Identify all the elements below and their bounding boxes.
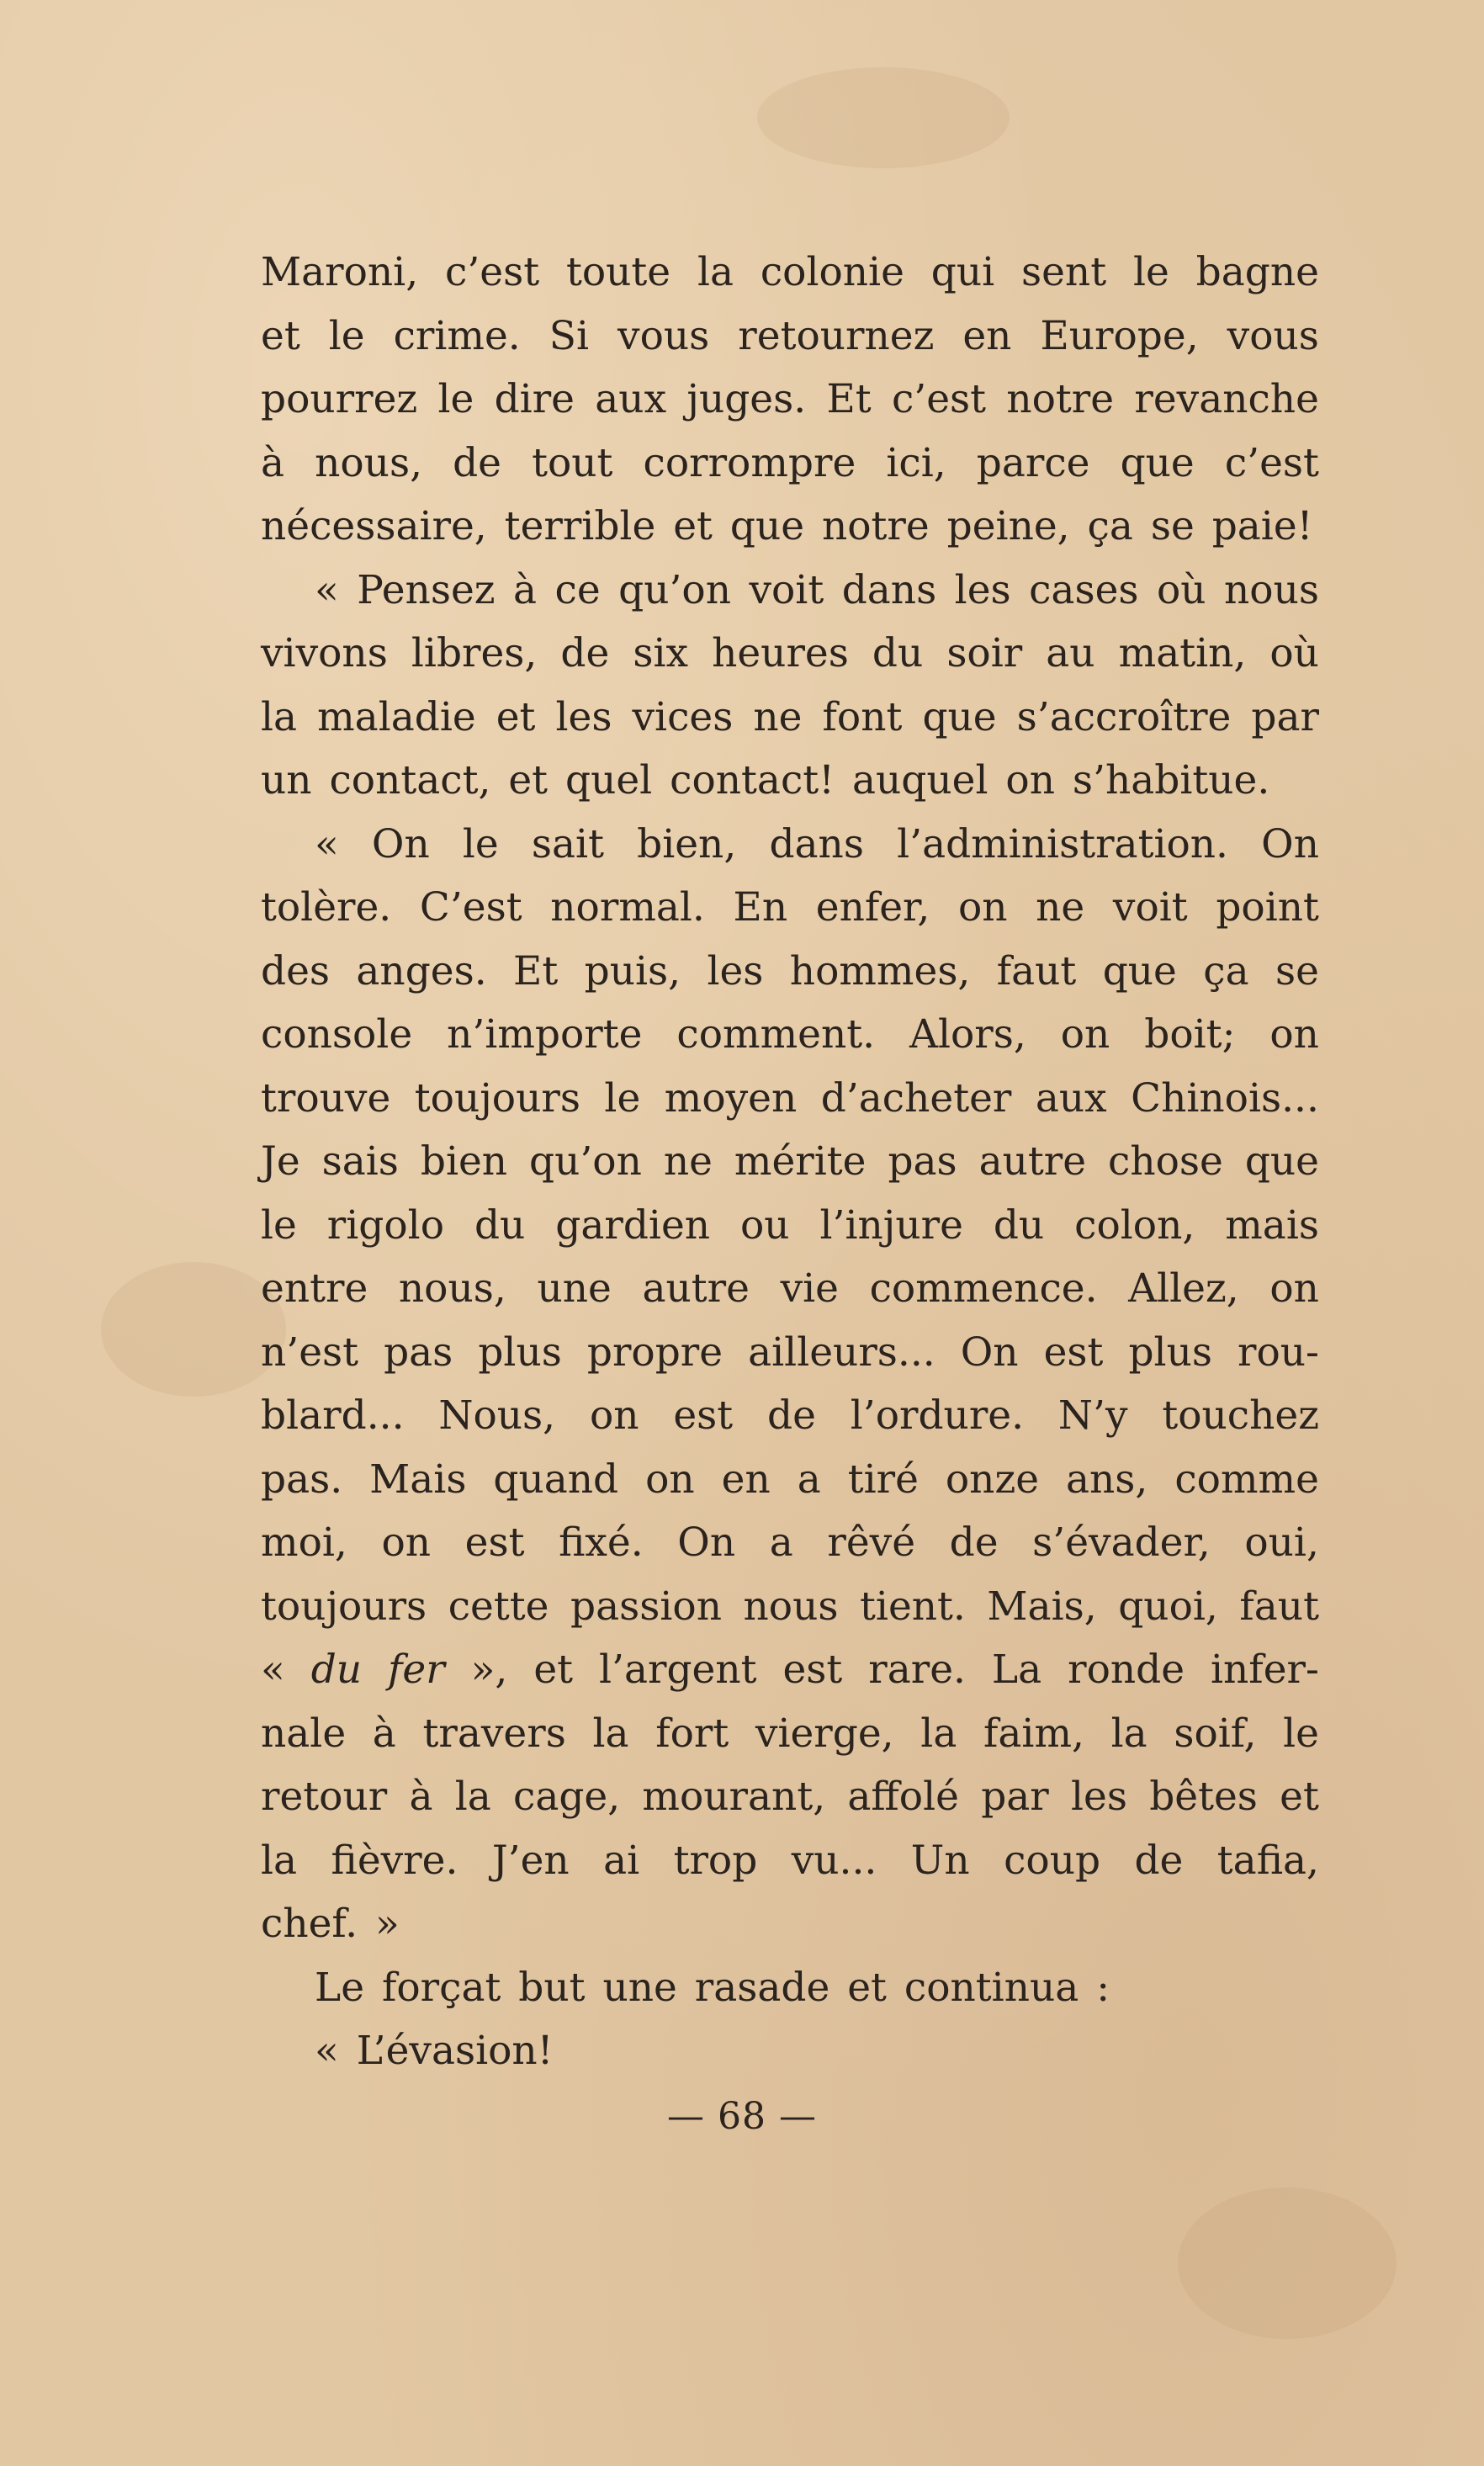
word: qui: [930, 249, 995, 295]
word: du: [872, 630, 924, 676]
word: le: [1283, 1710, 1319, 1757]
word: au: [1046, 630, 1095, 676]
word: heures: [712, 630, 849, 676]
word: hommes,: [789, 947, 971, 994]
word: point: [1216, 884, 1319, 931]
word: cette: [448, 1583, 549, 1630]
word: Alors,: [909, 1011, 1026, 1058]
word: le: [604, 1074, 641, 1122]
word: Europe,: [1040, 312, 1199, 359]
word: enfer,: [815, 884, 930, 931]
text-line: [261, 1575, 1319, 1639]
word: fixé.: [559, 1519, 644, 1566]
word: «: [315, 566, 339, 613]
word: ailleurs...: [748, 1328, 935, 1376]
text-line: [261, 1384, 1319, 1448]
word: du: [993, 1201, 1045, 1249]
word: à: [372, 1710, 396, 1757]
word: cases: [1029, 566, 1139, 613]
word: cage,: [513, 1774, 621, 1820]
word: matin,: [1118, 630, 1247, 676]
word: aux: [1035, 1074, 1107, 1122]
word: est: [782, 1647, 843, 1693]
word: propre: [586, 1328, 723, 1376]
word: trouve: [261, 1074, 391, 1122]
paper-stain: [1178, 2188, 1397, 2339]
word: à: [409, 1774, 433, 1820]
word: entre: [261, 1265, 368, 1312]
text-line: [261, 1321, 1319, 1385]
word: boit;: [1144, 1011, 1236, 1058]
word: En: [733, 884, 788, 931]
text-line: [261, 559, 1319, 623]
word: colon,: [1074, 1201, 1195, 1249]
word: n’est: [261, 1328, 359, 1376]
word: le: [1132, 249, 1169, 295]
word: autre: [978, 1138, 1087, 1185]
word: Maroni,: [261, 249, 419, 295]
word: ai: [603, 1837, 640, 1884]
word: où: [1156, 566, 1206, 613]
word: le: [261, 1201, 297, 1249]
word: et: [1280, 1774, 1319, 1820]
word: vivons: [261, 630, 388, 676]
word: est: [464, 1519, 525, 1566]
word: par: [1251, 693, 1319, 740]
word: affolé: [847, 1774, 959, 1820]
word: juges.: [686, 376, 807, 422]
word: aux: [595, 376, 667, 422]
word: est: [673, 1392, 734, 1439]
word: a: [797, 1456, 821, 1503]
word: mérite: [734, 1138, 867, 1185]
text-line: [261, 1702, 1319, 1766]
word: Et: [826, 376, 872, 422]
word: tient.: [860, 1583, 966, 1630]
word: ce: [554, 566, 601, 613]
word: mourant,: [642, 1774, 826, 1820]
word: le: [437, 376, 474, 422]
word: On: [371, 820, 430, 867]
word: nous: [1224, 566, 1319, 613]
word: On: [677, 1519, 736, 1566]
word: l’argent: [598, 1647, 757, 1693]
word: ne: [753, 693, 803, 740]
word: des: [261, 947, 331, 994]
word: la: [592, 1710, 629, 1757]
text-line: Le forçat but une rasade et continua :: [315, 1964, 1110, 2011]
word: tiré: [847, 1456, 919, 1503]
word: d’acheter: [820, 1074, 1012, 1122]
word: six: [633, 630, 689, 676]
text-line: [261, 686, 1319, 750]
word: du: [310, 1647, 363, 1693]
word: Un: [910, 1837, 970, 1884]
word: soif,: [1174, 1710, 1257, 1757]
word: vous: [617, 312, 710, 359]
word: On: [1261, 820, 1319, 867]
word: on: [589, 1392, 639, 1439]
word: à: [261, 439, 285, 486]
word: s’évader,: [1032, 1519, 1211, 1566]
word: commence.: [869, 1265, 1098, 1312]
word: ans,: [1066, 1456, 1148, 1503]
text-line: nécessaire, terrible et que notre peine, ça se paie!: [261, 503, 1313, 549]
word: quoi,: [1118, 1583, 1218, 1630]
word: du: [474, 1201, 526, 1249]
word: normal.: [550, 884, 705, 931]
text-line: [261, 1448, 1319, 1512]
word: faut: [996, 947, 1077, 994]
word: comme: [1174, 1456, 1319, 1503]
word: bagne: [1195, 249, 1319, 295]
word: La: [991, 1647, 1042, 1693]
word: vu...: [791, 1837, 877, 1884]
word: ou: [739, 1201, 790, 1249]
word: que: [1102, 947, 1177, 994]
word: est: [1043, 1328, 1104, 1376]
word: l’ordure.: [850, 1392, 1025, 1439]
word: fer: [388, 1647, 445, 1693]
text-line: « L’évasion!: [315, 2028, 554, 2074]
word: faut: [1239, 1583, 1319, 1630]
word: ici,: [886, 439, 946, 486]
word: puis,: [584, 947, 681, 994]
word: notre: [1006, 376, 1115, 422]
word: blard...: [261, 1392, 405, 1439]
word: que: [922, 693, 997, 740]
word: la: [697, 249, 734, 295]
text-line: [261, 1829, 1319, 1893]
text-line: [261, 1511, 1319, 1575]
word: faim,: [983, 1710, 1084, 1757]
word: vie: [780, 1265, 839, 1312]
word: par: [981, 1774, 1049, 1820]
word: l’injure: [819, 1201, 963, 1249]
word: soir: [946, 630, 1023, 676]
word: en: [962, 312, 1012, 359]
word: toute: [565, 249, 671, 295]
word: bien: [420, 1138, 508, 1185]
word: Nous,: [438, 1392, 556, 1439]
text-line: chef. »: [261, 1901, 400, 1947]
word: la: [920, 1710, 957, 1757]
text-line: [261, 1638, 1319, 1702]
word: libres,: [411, 630, 538, 676]
word: corrompre: [643, 439, 856, 486]
word: de: [767, 1392, 816, 1439]
body-text: [261, 241, 1319, 2083]
word: plus: [1128, 1328, 1212, 1376]
word: fièvre.: [331, 1837, 458, 1884]
text-line: [261, 1257, 1319, 1321]
word: sais: [321, 1138, 399, 1185]
word: Je: [261, 1138, 300, 1185]
word: que: [1244, 1138, 1319, 1185]
word: passion: [570, 1583, 722, 1630]
word: les: [1071, 1774, 1127, 1820]
word: coup: [1004, 1837, 1101, 1884]
word: crime.: [393, 312, 521, 359]
word: où: [1269, 630, 1319, 676]
word: sait: [531, 820, 604, 867]
word: ça: [1203, 947, 1249, 994]
word: on: [1269, 1011, 1319, 1058]
word: et: [261, 312, 300, 359]
word: moi,: [261, 1519, 347, 1566]
word: plus: [478, 1328, 562, 1376]
word: quand: [493, 1456, 619, 1503]
word: comment.: [676, 1011, 876, 1058]
word: oui,: [1244, 1519, 1319, 1566]
word: travers: [422, 1710, 566, 1757]
text-line: [261, 876, 1319, 940]
word: nale: [261, 1710, 347, 1757]
word: de: [453, 439, 501, 486]
word: les: [707, 947, 764, 994]
word: dans: [841, 566, 937, 613]
word: «: [315, 820, 339, 867]
word: font: [822, 693, 903, 740]
word: rigolo: [326, 1201, 445, 1249]
word: maladie: [317, 693, 476, 740]
word: tolère.: [261, 884, 392, 931]
word: infer-: [1211, 1647, 1319, 1693]
word: pas.: [261, 1456, 343, 1503]
word: de: [1134, 1837, 1184, 1884]
word: nous,: [315, 439, 423, 486]
word: trop: [673, 1837, 758, 1884]
word: de: [949, 1519, 999, 1566]
word: le: [328, 312, 365, 359]
word: dire: [494, 376, 575, 422]
word: fort: [655, 1710, 729, 1757]
word: voit: [749, 566, 824, 613]
word: ne: [1036, 884, 1085, 931]
word: qu’on: [618, 566, 731, 613]
word: On: [960, 1328, 1019, 1376]
word: on: [645, 1456, 695, 1503]
text-line: [261, 241, 1319, 305]
word: à: [513, 566, 538, 613]
word: Allez,: [1128, 1265, 1239, 1312]
word: ronde: [1068, 1647, 1185, 1693]
word: pourrez: [261, 376, 418, 422]
word: bêtes: [1149, 1774, 1258, 1820]
word: qu’on: [529, 1138, 642, 1185]
word: sent: [1021, 249, 1107, 295]
word: la: [261, 1837, 298, 1884]
word: c’est: [445, 249, 540, 295]
word: Mais: [369, 1456, 467, 1503]
text-line: [261, 368, 1319, 432]
word: Pensez: [357, 566, 496, 613]
word: toujours: [414, 1074, 580, 1122]
word: «: [261, 1647, 285, 1693]
word: on: [1269, 1265, 1319, 1312]
word: onze: [945, 1456, 1040, 1503]
text-line: [261, 1067, 1319, 1131]
word: nous,: [398, 1265, 506, 1312]
word: anges.: [356, 947, 487, 994]
word: le: [462, 820, 499, 867]
paper-stain: [757, 67, 1010, 168]
word: une: [537, 1265, 612, 1312]
word: que: [1120, 439, 1195, 486]
text-line: [261, 622, 1319, 686]
text-line: un contact, et quel contact! auquel on s’habitue.: [261, 757, 1270, 803]
text-line: [261, 813, 1319, 877]
word: c’est: [1224, 439, 1319, 486]
text-line: [261, 1194, 1319, 1258]
word: touchez: [1162, 1392, 1319, 1439]
word: la: [454, 1774, 491, 1820]
word: a: [769, 1519, 793, 1566]
text-line: [261, 940, 1319, 1004]
paper-stain: [101, 1262, 286, 1397]
word: moyen: [664, 1074, 798, 1122]
word: pas: [888, 1138, 957, 1185]
word: revanche: [1134, 376, 1319, 422]
word: n’importe: [447, 1011, 643, 1058]
word: mais: [1225, 1201, 1319, 1249]
word: Si: [549, 312, 589, 359]
word: N’y: [1057, 1392, 1128, 1439]
word: parce: [976, 439, 1090, 486]
word: tout: [532, 439, 613, 486]
word: et: [533, 1647, 574, 1693]
word: Mais,: [987, 1583, 1097, 1630]
word: bien,: [637, 820, 737, 867]
page-number: — 68 —: [667, 2095, 817, 2138]
text-line: [261, 305, 1319, 369]
text-line: [261, 1765, 1319, 1829]
word: en: [721, 1456, 771, 1503]
word: ne: [663, 1138, 713, 1185]
word: console: [261, 1011, 413, 1058]
word: pas: [384, 1328, 453, 1376]
word: c’est: [891, 376, 987, 422]
word: gardien: [555, 1201, 711, 1249]
word: chose: [1108, 1138, 1223, 1185]
word: toujours: [261, 1583, 427, 1630]
text-line: [261, 432, 1319, 496]
word: vous: [1227, 312, 1319, 359]
word: les: [555, 693, 612, 740]
word: C’est: [419, 884, 522, 931]
word: vices: [632, 693, 734, 740]
word: on: [381, 1519, 432, 1566]
word: s’accroître: [1016, 693, 1232, 740]
word: colonie: [760, 249, 904, 295]
word: autre: [642, 1265, 750, 1312]
word: voit: [1112, 884, 1188, 931]
word: on: [957, 884, 1008, 931]
word: Chinois...: [1131, 1074, 1319, 1122]
word: de: [560, 630, 610, 676]
word: tafia,: [1216, 1837, 1319, 1884]
word: l’administration.: [897, 820, 1228, 867]
word: »,: [470, 1647, 508, 1693]
text-line: [261, 1130, 1319, 1194]
word: et: [496, 693, 536, 740]
word: la: [261, 693, 298, 740]
word: rare.: [868, 1647, 966, 1693]
word: rou-: [1238, 1328, 1319, 1376]
word: rêvé: [827, 1519, 916, 1566]
word: nous: [743, 1583, 839, 1630]
text-line: [261, 1003, 1319, 1067]
word: J’en: [491, 1837, 570, 1884]
word: retournez: [738, 312, 935, 359]
word: on: [1060, 1011, 1110, 1058]
word: retour: [261, 1774, 388, 1820]
word: la: [1110, 1710, 1147, 1757]
word: Et: [513, 947, 559, 994]
word: dans: [769, 820, 864, 867]
word: se: [1275, 947, 1319, 994]
word: vierge,: [755, 1710, 894, 1757]
word: les: [954, 566, 1011, 613]
